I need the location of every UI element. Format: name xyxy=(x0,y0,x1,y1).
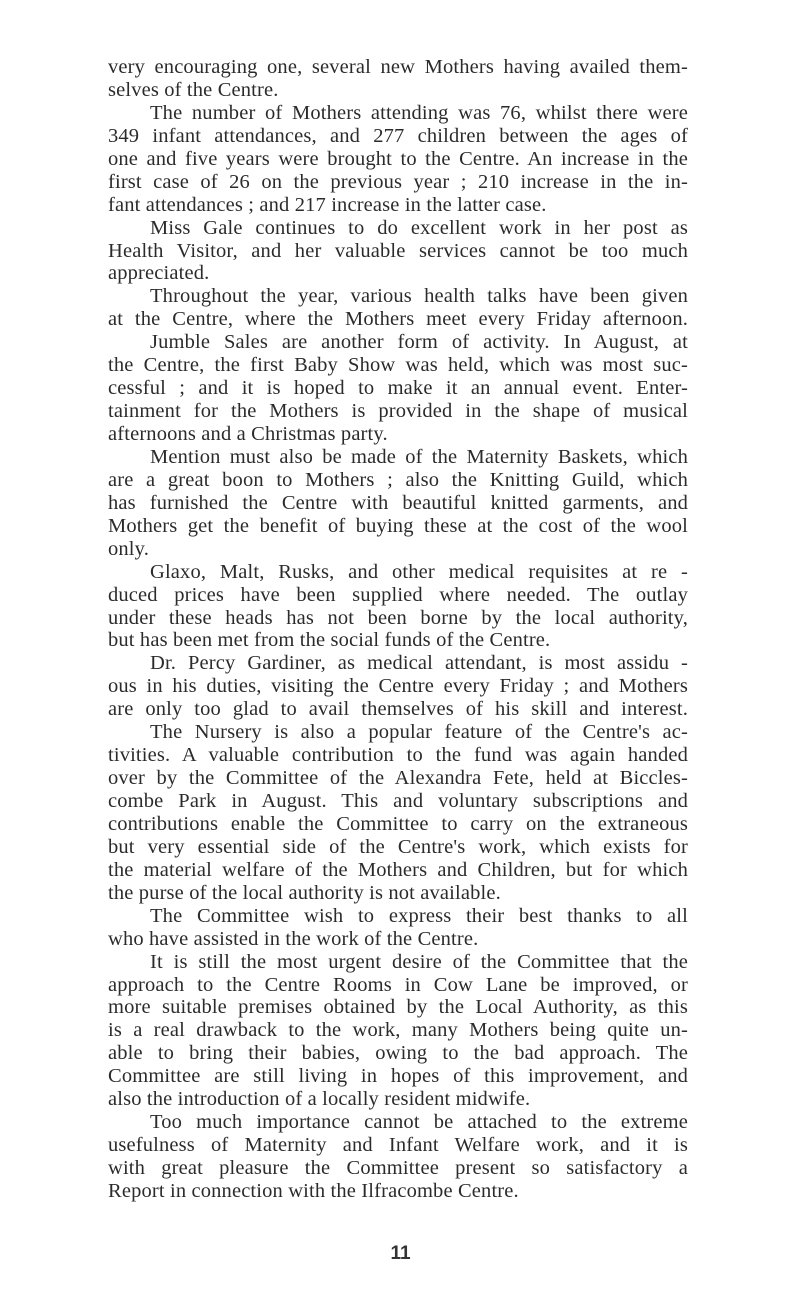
text-line: Throughout the year, various health talks have been given xyxy=(150,285,688,308)
text-line: The Nursery is also a popular feature of the Centre's ac- xyxy=(150,721,688,744)
text-line: able to bring their babies, owing to the bad approach. The xyxy=(108,1042,688,1065)
text-line: ous in his duties, visiting the Centre every Friday ; and Mothers xyxy=(108,675,688,698)
text-line: over by the Committee of the Alexandra Fete, held at Biccles- xyxy=(108,767,688,790)
body-text xyxy=(108,56,688,1203)
text-line: first case of 26 on the previous year ; 210 increase in the in- xyxy=(108,170,688,193)
text-line: It is still the most urgent desire of the Committee that the xyxy=(150,950,688,973)
text-line: but very essential side of the Centre's work, which exists for xyxy=(108,835,688,858)
text-line: Miss Gale continues to do excellent work in her post as xyxy=(150,216,688,239)
text-line: appreciated. xyxy=(108,262,210,285)
text-line: at the Centre, where the Mothers meet every Friday afternoon. xyxy=(108,308,688,331)
text-line: The number of Mothers attending was 76, whilst there were xyxy=(150,101,688,124)
text-line: are only too glad to avail themselves of his skill and interest. xyxy=(108,698,688,721)
text-line: Report in connection with the Ilfracombe Centre. xyxy=(108,1179,519,1202)
text-line: has furnished the Centre with beautiful knitted garments, and xyxy=(108,491,688,514)
text-line: under these heads has not been borne by the local authority, xyxy=(108,606,688,629)
text-line: Jumble Sales are another form of activity. In August, at xyxy=(150,331,688,354)
text-line: only. xyxy=(108,537,149,560)
text-line: afternoons and a Christmas party. xyxy=(108,423,388,445)
text-line: The Committee wish to express their best thanks to all xyxy=(150,904,688,927)
text-line: very encouraging one, several new Mothers having availed them- xyxy=(108,56,688,78)
text-line: are a great boon to Mothers ; also the Knitting Guild, which xyxy=(108,468,688,491)
text-line: Dr. Percy Gardiner, as medical attendant, is most assidu - xyxy=(150,652,688,675)
text-line: who have assisted in the work of the Centre. xyxy=(108,927,479,950)
text-line: Mention must also be made of the Maternity Baskets, which xyxy=(150,445,688,468)
page-number: 11 xyxy=(390,1243,411,1264)
text-line: one and five years were brought to the Centre. An increase in the xyxy=(108,147,688,170)
text-line: tivities. A valuable contribution to the fund was again handed xyxy=(108,744,688,767)
text-line: Glaxo, Malt, Rusks, and other medical requisites at re - xyxy=(150,560,688,583)
text-line: is a real drawback to the work, many Mothers being quite un- xyxy=(108,1019,688,1042)
text-line: selves of the Centre. xyxy=(108,78,279,101)
text-line: combe Park in August. This and voluntary subscriptions and xyxy=(108,790,688,812)
text-line: but has been met from the social funds of the Centre. xyxy=(108,629,551,652)
text-line: approach to the Centre Rooms in Cow Lane be improved, or xyxy=(108,973,688,996)
text-line: Too much importance cannot be attached to the extreme xyxy=(150,1111,688,1134)
text-line: 349 infant attendances, and 277 children between the ages of xyxy=(108,124,688,147)
text-line: with great pleasure the Committee present so satisfactory a xyxy=(108,1157,688,1179)
text-line: usefulness of Maternity and Infant Welfare work, and it is xyxy=(108,1134,688,1157)
text-line: Mothers get the benefit of buying these at the cost of the wool xyxy=(108,514,688,537)
text-line: fant attendances ; and 217 increase in the latter case. xyxy=(108,193,547,216)
text-line: duced prices have been supplied where needed. The outlay xyxy=(108,583,688,606)
text-line: the Centre, the first Baby Show was held, which was most suc- xyxy=(108,354,688,377)
text-line: tainment for the Mothers is provided in the shape of musical xyxy=(108,400,688,423)
text-line: cessful ; and it is hoped to make it an annual event. Enter- xyxy=(108,377,688,400)
text-line: contributions enable the Committee to carry on the extraneous xyxy=(108,812,688,835)
text-line: more suitable premises obtained by the Local Authority, as this xyxy=(108,996,688,1019)
text-line: Health Visitor, and her valuable services cannot be too much xyxy=(108,239,688,262)
text-line: the purse of the local authority is not available. xyxy=(108,881,501,904)
text-line: Committee are still living in hopes of this improvement, and xyxy=(108,1065,688,1088)
text-line: also the introduction of a locally resident midwife. xyxy=(108,1088,531,1111)
text-line: the material welfare of the Mothers and Children, but for which xyxy=(108,858,688,881)
